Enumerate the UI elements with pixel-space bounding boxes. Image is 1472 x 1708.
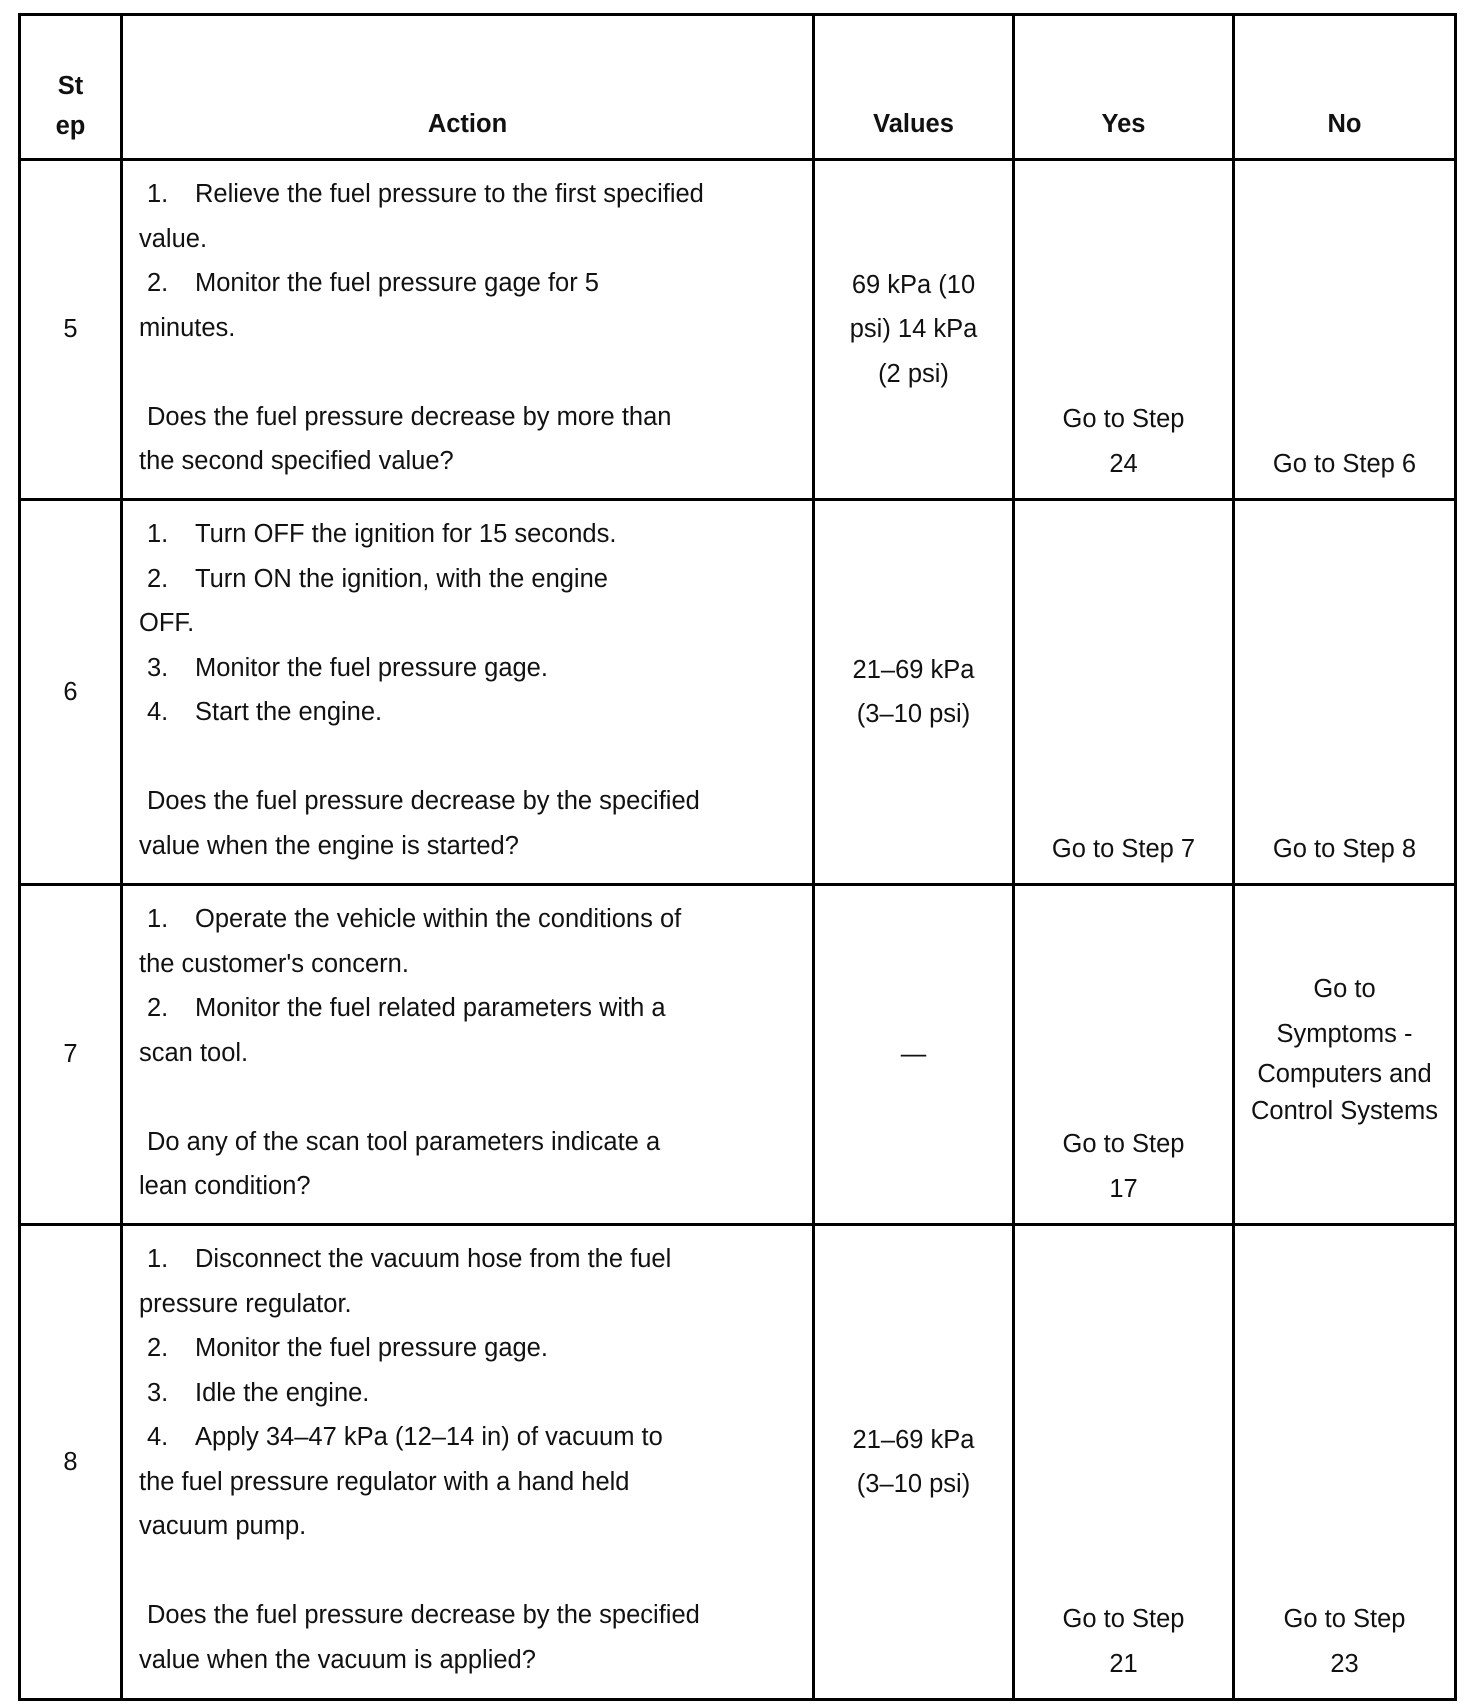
action-text: Disconnect the vacuum hose from the fuel — [195, 1245, 672, 1273]
action-line — [139, 557, 802, 602]
header-action: Action — [122, 15, 814, 160]
action-line — [139, 172, 802, 217]
action-line — [139, 1282, 802, 1327]
no-cell — [1234, 885, 1456, 1225]
action-line — [139, 690, 802, 735]
yes-cell — [1014, 500, 1234, 885]
value-line: 21–69 kPa — [852, 1425, 975, 1454]
action-line — [139, 217, 802, 262]
action-line — [139, 986, 802, 1031]
question-line: Does the fuel pressure decrease by the specified — [147, 1601, 700, 1629]
step-number: 1. — [147, 520, 169, 548]
action-text: Start the engine. — [195, 698, 383, 726]
yes-cell — [1014, 1225, 1234, 1700]
step-number: 1. — [147, 180, 169, 208]
yes-cell — [1014, 885, 1234, 1225]
yes-line: 24 — [1109, 449, 1138, 478]
action-cell — [122, 160, 814, 500]
action-text: minutes. — [139, 313, 236, 342]
step-cell: 6 — [20, 500, 122, 885]
action-text: Turn ON the ignition, with the engine — [195, 564, 608, 593]
no-line: Symptoms - — [1276, 1019, 1413, 1048]
action-text: scan tool. — [139, 1038, 249, 1067]
value-line: (3–10 psi) — [856, 700, 971, 728]
action-line — [139, 1326, 802, 1371]
action-text: Relieve the fuel pressure to the first specified — [195, 180, 704, 208]
action-text: the fuel pressure regulator with a hand held — [139, 1467, 630, 1496]
step-number: 3. — [147, 1378, 169, 1407]
value-line: 69 kPa (10 — [851, 270, 976, 299]
action-text: Operate the vehicle within the conditions of — [195, 905, 682, 933]
step-number: 1. — [147, 1245, 169, 1273]
no-line: Go to Step 8 — [1272, 834, 1417, 863]
question-line: value when the engine is started? — [139, 831, 519, 860]
action-text: the customer's concern. — [139, 949, 409, 978]
question-line: the second specified value? — [139, 447, 454, 475]
question-line: lean condition? — [139, 1172, 311, 1200]
yes-line: 17 — [1109, 1174, 1138, 1203]
header-yes: Yes — [1014, 15, 1234, 160]
yes-cell — [1014, 160, 1234, 500]
yes-line: Go to Step — [1062, 405, 1185, 433]
header-row — [20, 15, 1456, 160]
table-row — [20, 160, 1456, 500]
action-text: pressure regulator. — [139, 1289, 352, 1318]
action-line — [139, 1504, 802, 1549]
action-line — [139, 942, 802, 987]
step-cell: 8 — [20, 1225, 122, 1700]
action-cell — [122, 1225, 814, 1700]
header-step: St ep — [20, 15, 122, 160]
values-cell — [814, 1225, 1014, 1700]
action-line — [139, 897, 802, 942]
question-line: value when the vacuum is applied? — [139, 1645, 536, 1674]
no-cell — [1234, 500, 1456, 885]
action-text: Idle the engine. — [195, 1378, 370, 1407]
action-text: vacuum pump. — [139, 1512, 307, 1540]
spacer — [139, 1075, 802, 1120]
action-line — [139, 261, 802, 306]
action-line — [139, 646, 802, 691]
step-number: 2. — [147, 564, 169, 593]
value-line: 21–69 kPa — [852, 655, 975, 684]
table-row — [20, 1225, 1456, 1700]
no-cell — [1234, 1225, 1456, 1700]
values-cell — [814, 160, 1014, 500]
spacer — [139, 735, 802, 780]
action-line — [139, 1460, 802, 1505]
values-cell — [814, 885, 1014, 1225]
spacer — [139, 1549, 802, 1594]
action-text: Monitor the fuel pressure gage. — [195, 1334, 548, 1362]
yes-line: 21 — [1109, 1649, 1138, 1678]
step-number: 4. — [147, 698, 169, 726]
action-line — [139, 512, 802, 557]
spacer — [139, 350, 802, 395]
no-line: Go to Step — [1283, 1605, 1406, 1633]
step-cell: 5 — [20, 160, 122, 500]
step-number: 2. — [147, 1334, 169, 1362]
action-line — [139, 1415, 802, 1460]
action-line — [139, 1237, 802, 1282]
yes-line: Go to Step — [1062, 1130, 1185, 1158]
action-line — [139, 306, 802, 351]
step-number: 3. — [147, 653, 169, 682]
diagnostic-table — [18, 13, 1457, 1701]
action-text: value. — [139, 224, 208, 253]
action-cell — [122, 500, 814, 885]
value-line: — — [900, 1040, 927, 1069]
no-line: Go to — [1313, 975, 1376, 1003]
value-line: (3–10 psi) — [856, 1470, 971, 1498]
yes-line: Go to Step — [1062, 1605, 1185, 1633]
action-line — [139, 601, 802, 646]
action-text: Monitor the fuel related parameters with a — [195, 994, 666, 1022]
action-line — [139, 1031, 802, 1076]
question-line: Do any of the scan tool parameters indicate a — [147, 1127, 661, 1156]
step-number: 1. — [147, 905, 169, 933]
no-line: 23 — [1330, 1649, 1359, 1678]
header-values: Values — [814, 15, 1014, 160]
no-cell — [1234, 160, 1456, 500]
action-cell — [122, 885, 814, 1225]
action-text: Apply 34–47 kPa (12–14 in) of vacuum to — [195, 1423, 663, 1451]
step-number: 4. — [147, 1423, 169, 1451]
yes-line: Go to Step 7 — [1051, 834, 1196, 863]
action-text: OFF. — [139, 609, 195, 637]
no-line: Go to Step 6 — [1272, 449, 1417, 478]
step-number: 2. — [147, 994, 169, 1022]
value-line: (2 psi) — [878, 359, 949, 388]
step-number: 2. — [147, 269, 169, 297]
table-row — [20, 500, 1456, 885]
no-line: Computers and — [1257, 1060, 1432, 1088]
header-no: No — [1234, 15, 1456, 160]
no-line: Control Systems — [1250, 1097, 1439, 1125]
table-row — [20, 885, 1456, 1225]
values-cell — [814, 500, 1014, 885]
action-line — [139, 1371, 802, 1416]
question-line: Does the fuel pressure decrease by more than — [147, 402, 672, 431]
action-text: Monitor the fuel pressure gage. — [195, 653, 548, 682]
action-text: Turn OFF the ignition for 15 seconds. — [195, 520, 617, 548]
value-line: psi) 14 kPa — [849, 315, 978, 344]
action-text: Monitor the fuel pressure gage for 5 — [195, 269, 599, 297]
step-cell: 7 — [20, 885, 122, 1225]
question-line: Does the fuel pressure decrease by the specified — [147, 787, 700, 815]
